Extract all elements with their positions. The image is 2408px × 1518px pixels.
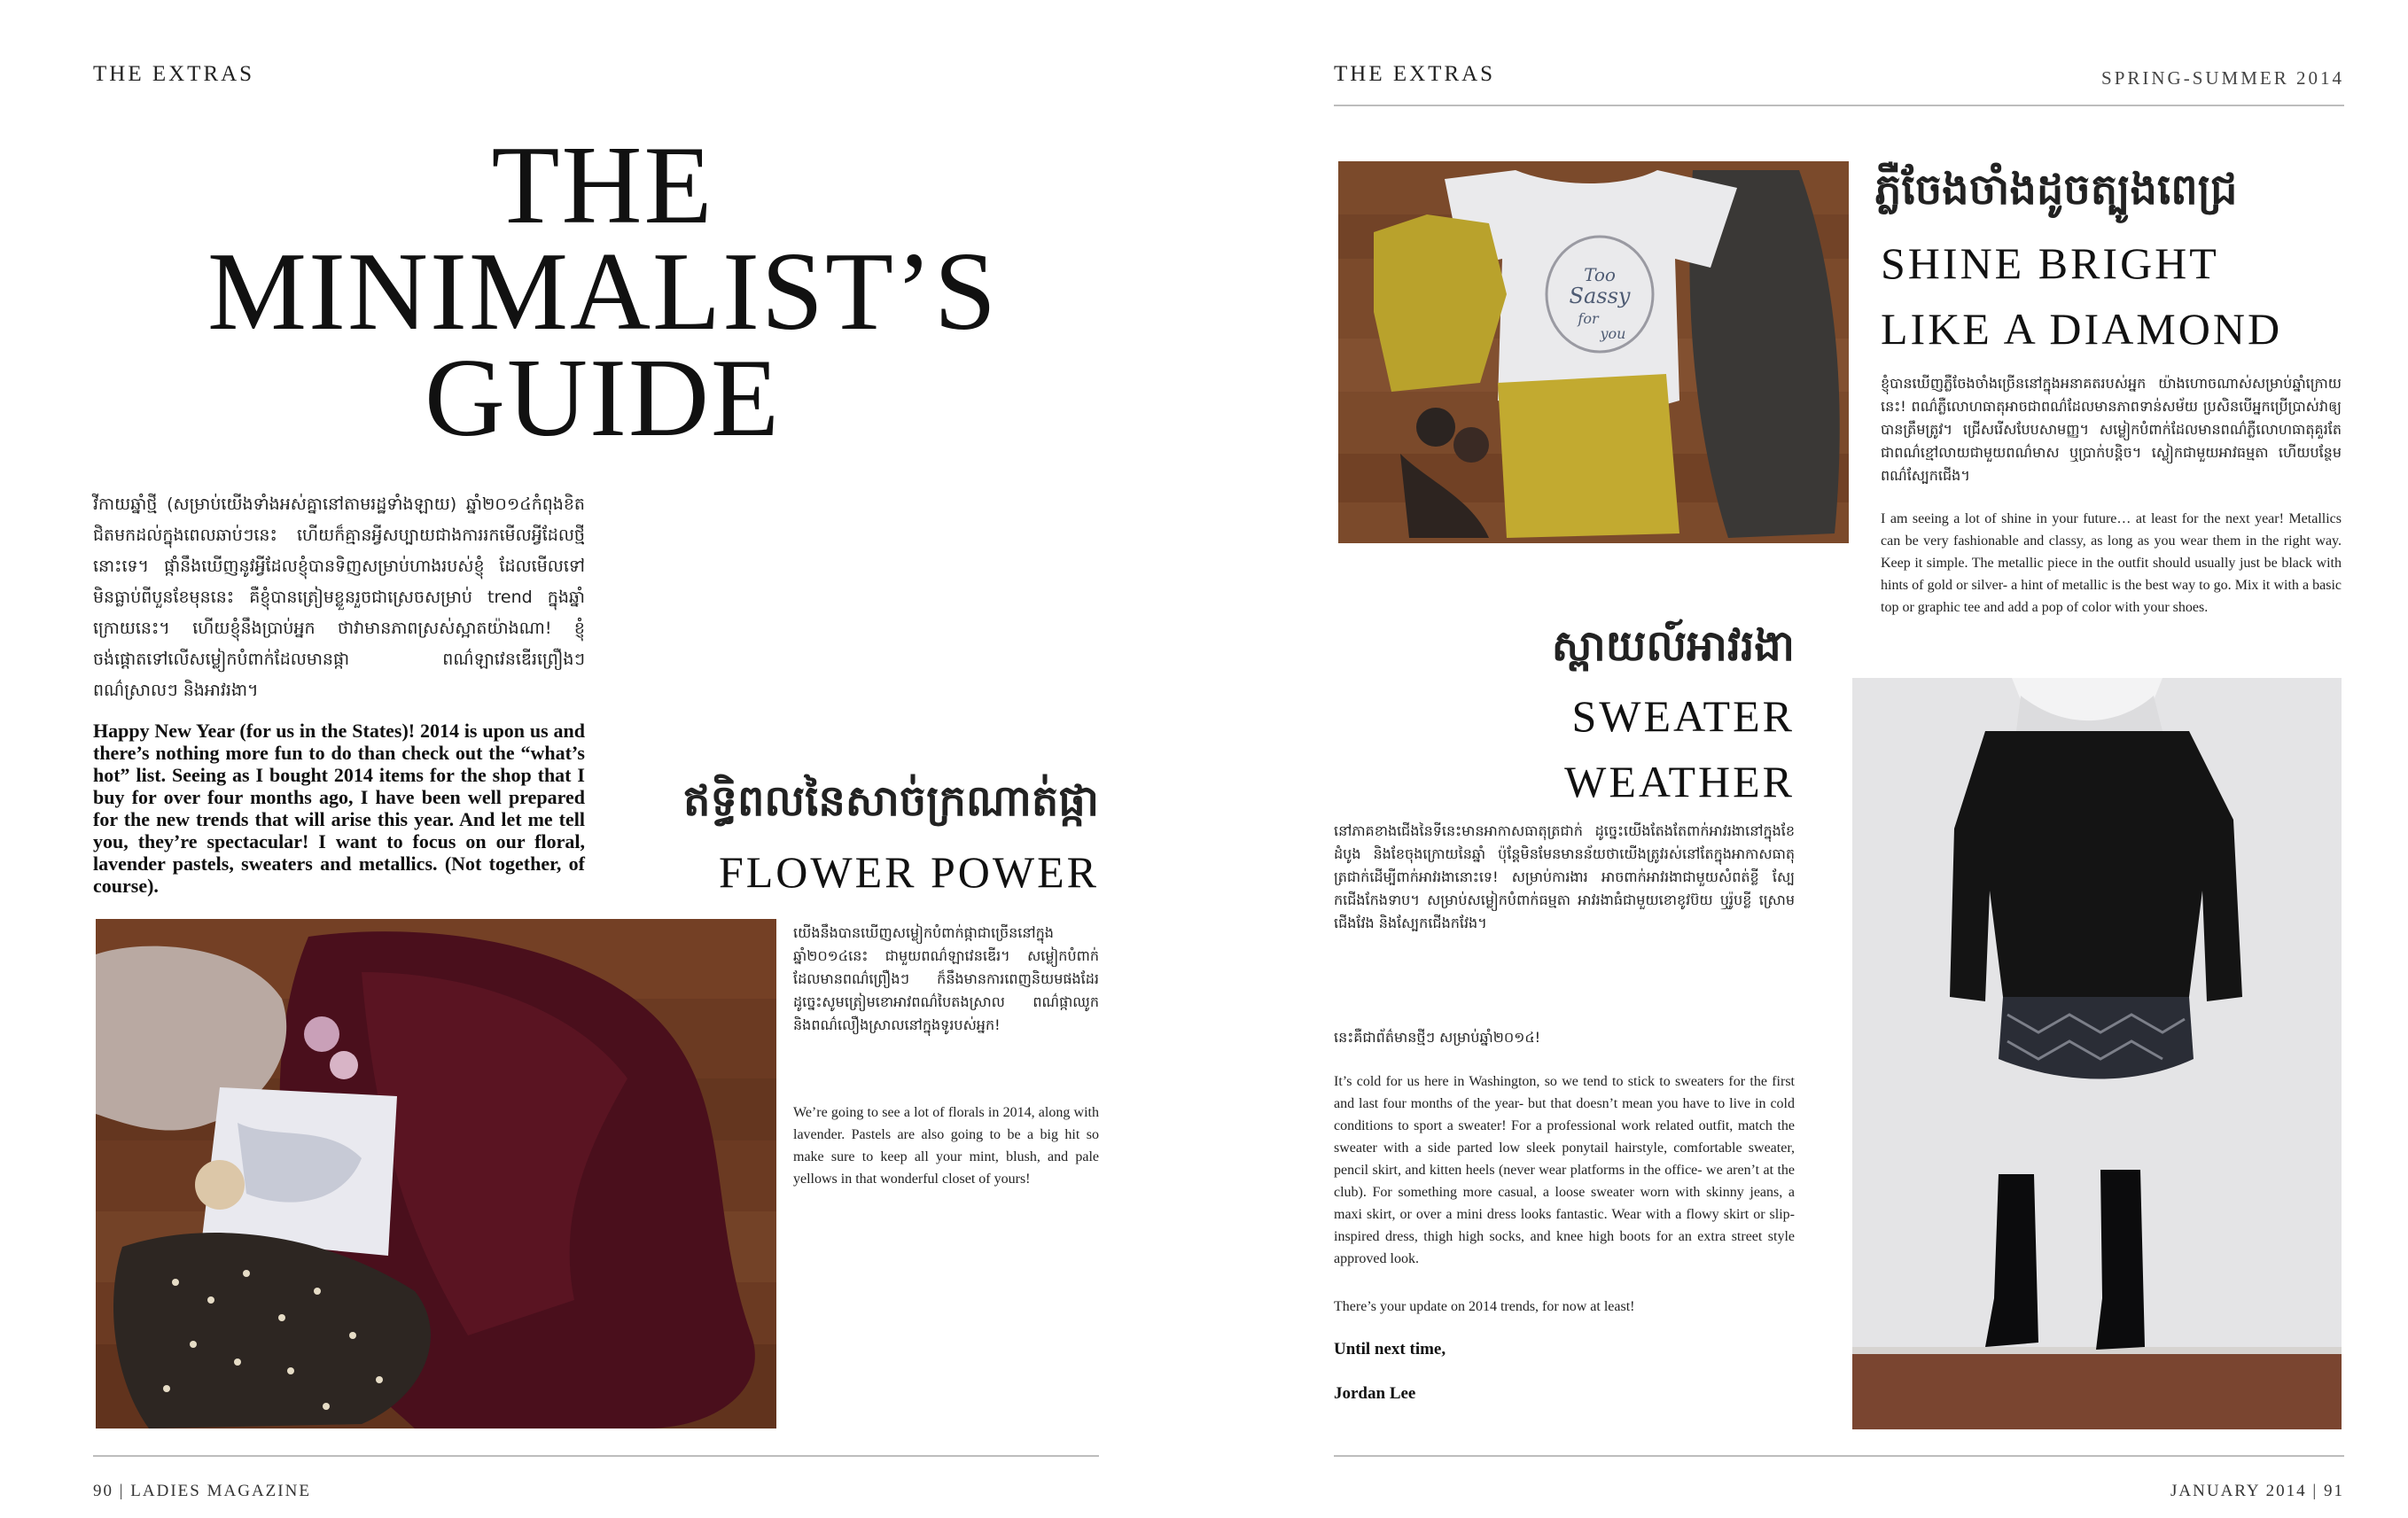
right-folio: JANUARY 2014 | 91 <box>2170 1482 2344 1500</box>
sweater-heading-line-1: SWEATER <box>1571 691 1795 741</box>
update-line: There’s your update on 2014 trends, for now at least! <box>1334 1299 1635 1314</box>
left-folio: 90 | LADIES MAGAZINE <box>93 1482 311 1500</box>
tee-text-line-4: you <box>1600 325 1626 342</box>
author-name: Jordan Lee <box>1334 1384 1416 1403</box>
season-label: SPRING-SUMMER 2014 <box>2101 67 2344 89</box>
flower-heading-english: FLOWER POWER <box>718 847 1099 897</box>
shine-body-english: I am seeing a lot of shine in your future… at least for the next year! Metallics can be very fashionable and classy, as long as you wear them in the right way. Keep it simple. The metallic piece in the outfit should usually just be black with hints of gold or silver- a hint of metallic is the best way to go. Mix it with a basic top or graphic tee and add a pop of color with your shoes. <box>1881 511 2342 615</box>
tee-text-line-3: for <box>1578 310 1599 327</box>
title-line-1: THE <box>491 124 714 247</box>
right-footer-rule <box>1334 1455 2344 1457</box>
flower-body-english: We’re going to see a lot of florals in 2014, along with lavender. Pastels are also going to be a big hit so make sure to keep all your mint, blush, and pale yellows in that wonderful closet of yours! <box>793 1105 1099 1187</box>
signoff: Until next time, <box>1334 1340 1446 1358</box>
photo-floral-flatlay <box>96 919 776 1428</box>
tee-text-line-1: Too <box>1584 264 1616 285</box>
right-header-rule <box>1334 105 2344 106</box>
intro-khmer: វីកាយឆ្នាំថ្មី (សម្រាប់យើងទាំងអស់គ្នានៅតាមរដ្ឋទាំងឡាយ) ឆ្នាំ២០១៤កំពុងខិតជិតមកដល់ក្នុងពេលឆាប់ៗនេះ ហើយក៏គ្មានអ្វីសប្បាយជាងការរកមើលអ្វីដែលថ្មីនោះទេ។ ផ្កាំនឹងឃើញនូវអ្វីដែលខ្ញុំបានទិញសម្រាប់ហាងរបស់ខ្ញុំ ដែលមើលទៅមិនធ្លាប់ពីបួនខែមុននេះ គឺខ្ញុំបានត្រៀមខ្លួនរួចជាស្រេចសម្រាប់ trend ក្នុងឆ្នាំក្រោយនេះ។ ហើយខ្ញុំនឹងប្រាប់អ្នក ថាវាមានភាពស្រស់ស្អាតយ៉ាងណា! ខ្ញុំចង់ផ្តោតទៅលើសម្លៀកបំពាក់ដែលមានផ្កា ពណ៌ឡាវេនឌើរព្រឿងៗ ពណ៌ស្រាលៗ និងអាវរងា។ <box>93 494 585 700</box>
sweater-heading-khmer: ស្ពាយល៍អាវរងា <box>1551 621 1795 671</box>
photo-metallic-outfit <box>1338 161 1849 543</box>
sweater-body-khmer: នៅភាគខាងជើងនៃទីនេះមានអាកាសធាតុត្រជាក់ ដូច្នេះយើងតែងតែពាក់អាវរងានៅក្នុងខែដំបូង និងខែចុងក្រោយនៃឆ្នាំ ប៉ុន្តែមិនមែនមានន័យថាយើងត្រូវរស់នៅតែក្នុងអាកាសធាតុត្រជាក់ដើម្បីពាក់អាវរងានោះទេ! សម្រាប់ការងារ អាចពាក់អាវរងាជាមួយសំពត់ខ្លី ស្បែកជើងកែងទាប។ សម្រាប់សម្លៀកបំពាក់ធម្មតា អាវរងាធំជាមួយខោខូវប៊យ ឬរ៉ូបខ្លី ស្រោមជើងវែង និងស្បែកជើងកវែង។ <box>1334 822 1795 931</box>
shine-heading-line-2: LIKE A DIAMOND <box>1881 304 2283 354</box>
photo-sweater-outfit <box>1852 678 2342 1429</box>
intro-english: Happy New Year (for us in the States)! 2014 is upon us and there’s nothing more fun to do than check out the “what’s hot” list. Seeing as I bought 2014 items for the shop that I buy for over four months ago, I have been well prepared for the new trends that will arise this year. And let me tell you, they’re spectacular! I want to focus on our floral, lavender pastels, sweaters and metallics. (Not together, of course). <box>93 720 585 897</box>
flower-heading-khmer: ឥទ្ធិពលនៃសាច់ក្រណាត់ផ្កា <box>683 776 1099 826</box>
title-line-2: MINIMALIST’S <box>207 230 998 354</box>
right-running-head: THE EXTRAS <box>1334 62 1496 86</box>
sweater-close-khmer: នេះគឺជាព័ត៌មានថ្មីៗ សម្រាប់ឆ្នាំ២០១៤! <box>1334 1029 1541 1046</box>
left-footer-rule <box>93 1455 1099 1457</box>
sweater-heading-line-2: WEATHER <box>1564 757 1795 806</box>
left-running-head: THE EXTRAS <box>93 62 255 86</box>
page-title <box>142 124 1064 460</box>
shine-heading-line-1: SHINE BRIGHT <box>1881 238 2219 288</box>
shine-heading-khmer: ភ្លឺចែងចាំងដូចត្បូងពេជ្រ <box>1874 165 2238 214</box>
shine-body-khmer: ខ្ញុំបានឃើញភ្លឺចែងចាំងច្រើននៅក្នុងអនាគតរបស់អ្នក យ៉ាងហោចណាស់សម្រាប់ឆ្នាំក្រោយនេះ! ពណ៌ភ្លឺលោហធាតុអាចជាពណ៌ដែលមានភាពទាន់សម័យ ប្រសិនបើអ្នកប្រើប្រាស់វាឲ្យបានត្រឹមត្រូវ។ ជ្រើសរើសបែបសាមញ្ញ។ សម្លៀកបំពាក់ដែលមានពណ៌ភ្លឺលោហធាតុគួរតែជាពណ៌ខ្មៅលាយជាមួយពណ៌មាស ឬប្រាក់បន្តិច។ ស្លៀកជាមួយអាវធម្មតា ហើយបន្ថែមពណ៌ស្បែកជើង។ <box>1881 375 2342 484</box>
tee-text-line-2: Sassy <box>1569 284 1631 308</box>
sweater-body-english: It’s cold for us here in Washington, so we tend to stick to sweaters for the first and last four months of the year- but that doesn’t mean you have to live in cold conditions to sport a sweater! For a professional work related outfit, match the sweater with a side parted low sleek ponytail hairstyle, comfortable sweater, pencil skirt, and kitten heels (never wear platforms in the office- we aren’t at the club). For something more casual, a loose sweater worn with skinny jeans, a maxi skirt, or over a mini dress looks fantastic. Wear with a flowy skirt or slip-inspired dress, thigh high socks, and knee high boots for an extra street style approved look. <box>1334 1074 1795 1266</box>
flower-body-khmer: យើងនឹងបានឃើញសម្លៀកបំពាក់ផ្កាជាច្រើននៅក្នុងឆ្នាំ២០១៤នេះ ជាមួយពណ៌ឡាវេនឌើរ។ សម្លៀកបំពាក់ដែលមានពណ៌ព្រឿងៗ ក៏នឹងមានការពេញនិយមផងដែរ ដូច្នេះសូមត្រៀមខោអាវពណ៌បៃតងស្រាល ពណ៌ផ្កាឈូក និងពណ៌លឿងស្រាលនៅក្នុងទូរបស់អ្នក! <box>793 924 1099 1033</box>
title-line-3: GUIDE <box>425 337 781 460</box>
